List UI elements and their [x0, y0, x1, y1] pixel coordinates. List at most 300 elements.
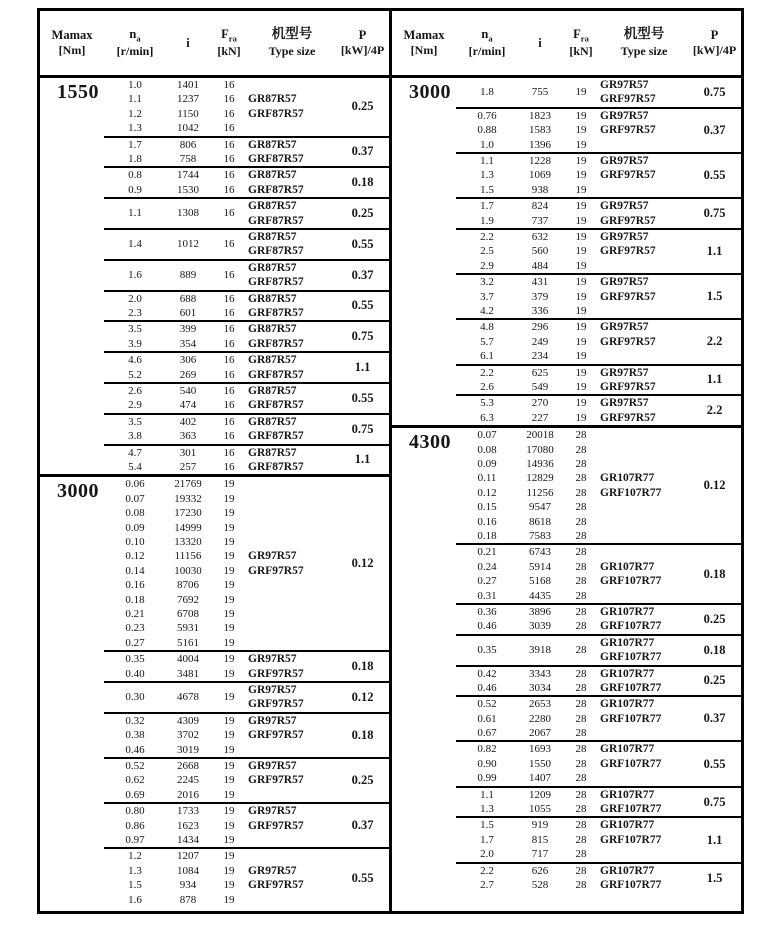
data-rows: [104, 415, 248, 444]
data-rows: [104, 292, 248, 321]
i-value: 1530: [177, 183, 199, 196]
fra-value: 28: [575, 620, 587, 633]
data-row: [104, 788, 248, 802]
fra-value: 19: [575, 366, 587, 379]
data-row: [456, 123, 600, 137]
data-row: [104, 564, 248, 578]
power-column: [688, 275, 741, 318]
type-size-value: GR87R57: [248, 200, 297, 213]
fra-value: 16: [223, 238, 235, 251]
row-group: [104, 477, 389, 650]
type-size-value: GRF97R57: [600, 245, 656, 258]
power-column: [336, 384, 389, 413]
data-row: [456, 183, 600, 197]
na-value: 0.27: [477, 575, 497, 588]
data-row: [104, 446, 248, 460]
type-size-value: GR97R57: [248, 653, 297, 666]
na-value: 0.62: [125, 774, 145, 787]
fra-value: 19: [223, 507, 235, 520]
na-value: 5.7: [480, 335, 494, 348]
type-size-column: [600, 320, 688, 363]
type-size-value: GRF97R57: [248, 729, 304, 742]
type-size-value: GRF87R57: [248, 183, 304, 196]
i-value: 806: [179, 138, 197, 151]
i-value: 1401: [177, 79, 199, 92]
na-value: 0.27: [125, 636, 145, 649]
data-rows: [456, 667, 600, 696]
data-row: [456, 366, 600, 380]
power-value: 1.1: [354, 360, 371, 375]
fra-value: 16: [223, 368, 235, 381]
type-size-column: [248, 804, 336, 847]
power-column: [688, 742, 741, 785]
type-size-value: GR97R57: [248, 550, 297, 563]
header-na: $n_a$ [r/min]: [116, 26, 154, 59]
type-size-value: GRF97R57: [600, 290, 656, 303]
power-value: 1.1: [706, 372, 723, 387]
data-rows: [104, 322, 248, 351]
data-rows: [456, 275, 600, 318]
i-value: 1069: [529, 169, 551, 182]
data-row: [104, 337, 248, 351]
type-size-value: GR97R57: [248, 683, 297, 696]
row-group: [456, 78, 741, 107]
fra-value: 16: [223, 446, 235, 459]
i-value: 4309: [177, 714, 199, 727]
data-row: [456, 667, 600, 681]
data-row: [456, 681, 600, 695]
na-value: 1.4: [128, 238, 142, 251]
torque-section: [40, 474, 389, 907]
fra-value: 19: [223, 850, 235, 863]
power-column: [336, 477, 389, 650]
i-value: 1150: [177, 107, 199, 120]
na-value: 1.7: [480, 833, 494, 846]
data-rows: [104, 261, 248, 290]
header-fra: $F_{ra}$ [kN]: [217, 26, 241, 59]
type-size-value: GR97R57: [600, 109, 649, 122]
data-row: [104, 864, 248, 878]
data-row: [104, 549, 248, 563]
na-value: 0.36: [477, 605, 497, 618]
type-size-column: [248, 230, 336, 259]
power-column: [336, 683, 389, 712]
i-value: 2067: [529, 727, 551, 740]
type-size-value: GR97R57: [600, 154, 649, 167]
row-group: [104, 802, 389, 847]
power-value: 1.5: [706, 870, 723, 885]
na-value: 2.0: [480, 848, 494, 861]
na-value: 1.8: [480, 86, 494, 99]
na-symbol: n: [129, 26, 137, 41]
fra-value: 28: [575, 743, 587, 756]
power-value: 0.12: [351, 689, 374, 704]
type-size-column: [600, 366, 688, 395]
i-value: 540: [179, 384, 197, 397]
i-value: 1228: [529, 154, 551, 167]
data-row: [104, 773, 248, 787]
data-row: [104, 521, 248, 535]
data-rows: [456, 366, 600, 395]
i-value: 3039: [529, 620, 551, 633]
fra-value: 19: [575, 380, 587, 393]
na-value: 1.2: [128, 850, 142, 863]
i-value: 1583: [529, 124, 551, 137]
row-group: [456, 197, 741, 228]
fra-value: 28: [575, 757, 587, 770]
data-row: [104, 429, 248, 443]
i-value: 257: [179, 460, 197, 473]
data-rows: [456, 154, 600, 197]
na-value: 0.08: [477, 443, 497, 456]
i-value: 3343: [529, 667, 551, 680]
data-row: [456, 864, 600, 878]
na-value: 1.3: [480, 169, 494, 182]
data-row: [104, 506, 248, 520]
data-row: [456, 275, 600, 289]
power-column: [336, 415, 389, 444]
na-value: 1.1: [128, 207, 142, 220]
row-group: [104, 78, 389, 136]
type-size-column: [248, 261, 336, 290]
type-size-value: GR87R57: [248, 93, 297, 106]
power-value: 0.75: [351, 421, 374, 436]
data-row: [456, 643, 600, 657]
power-value: 1.5: [706, 289, 723, 304]
fra-value: 28: [575, 712, 587, 725]
power-value: 0.55: [703, 168, 726, 183]
data-row: [456, 244, 600, 258]
data-row: [456, 712, 600, 726]
data-row: [104, 535, 248, 549]
data-row: [456, 290, 600, 304]
na-value: 1.6: [128, 268, 142, 281]
i-value: 399: [179, 323, 197, 336]
power-column: [336, 261, 389, 290]
type-size-value: GR97R57: [600, 230, 649, 243]
power-column: [688, 154, 741, 197]
fra-value: 19: [575, 290, 587, 303]
data-row: [456, 411, 600, 425]
na-value: 2.6: [128, 384, 142, 397]
row-group: [456, 543, 741, 603]
power-column: [336, 292, 389, 321]
i-value: 688: [179, 292, 197, 305]
power-column: [336, 353, 389, 382]
fra-value: 19: [223, 521, 235, 534]
fra-value: 19: [223, 805, 235, 818]
i-value: 7692: [177, 593, 199, 606]
type-size-value: GRF97R57: [248, 819, 304, 832]
fra-value: 28: [575, 698, 587, 711]
i-value: 1407: [529, 772, 551, 785]
fra-value: 19: [223, 743, 235, 756]
type-size-value: GR87R57: [248, 138, 297, 151]
i-value: 336: [531, 304, 549, 317]
row-group: [104, 290, 389, 321]
fra-symbol: F: [221, 26, 229, 41]
type-size-value: GRF107R77: [600, 833, 662, 846]
type-size-value: GR107R77: [600, 605, 655, 618]
data-row: [456, 154, 600, 168]
na-value: 0.86: [125, 819, 145, 832]
mamax-column: [392, 78, 456, 425]
data-row: [456, 500, 600, 514]
data-rows: [104, 138, 248, 167]
data-row: [104, 578, 248, 592]
type-size-value: GR97R57: [600, 200, 649, 213]
i-value: 8706: [177, 579, 199, 592]
data-rows: [456, 864, 600, 893]
type-size-value: GR97R57: [600, 366, 649, 379]
i-value: 528: [531, 879, 549, 892]
power-value: 0.12: [351, 556, 374, 571]
row-group: [456, 394, 741, 425]
fra-value: 28: [575, 575, 587, 588]
type-size-value: GR97R57: [248, 759, 297, 772]
na-value: 0.12: [125, 550, 145, 563]
i-value: 1744: [177, 169, 199, 182]
fra-value: 28: [575, 472, 587, 485]
data-row: [456, 259, 600, 273]
data-row: [104, 714, 248, 728]
mamax-value: 3000: [57, 480, 99, 503]
fra-value: 28: [575, 643, 587, 656]
data-row: [104, 415, 248, 429]
data-row: [456, 529, 600, 543]
fra-value: 16: [223, 384, 235, 397]
row-group: [456, 273, 741, 318]
type-size-value: GRF97R57: [248, 564, 304, 577]
i-value: 17080: [526, 443, 554, 456]
power-value: 2.2: [706, 403, 723, 418]
i-value: 938: [531, 183, 549, 196]
type-size-value: GRF107R77: [600, 681, 662, 694]
power-column: [688, 697, 741, 740]
na-value: 0.82: [477, 743, 497, 756]
type-size-column: [248, 384, 336, 413]
data-row: [456, 138, 600, 152]
fra-value: 16: [223, 399, 235, 412]
data-row: [456, 605, 600, 619]
na-value: 0.97: [125, 833, 145, 846]
na-value: 3.7: [480, 290, 494, 303]
row-group: [104, 681, 389, 712]
data-row: [104, 743, 248, 757]
fra-value: 28: [575, 589, 587, 602]
fra-value: 19: [223, 636, 235, 649]
data-row: [104, 138, 248, 152]
fra-value: 28: [575, 457, 587, 470]
i-value: 4435: [529, 589, 551, 602]
na-value: 1.7: [480, 200, 494, 213]
fra-value: 28: [575, 429, 587, 442]
data-row: [104, 78, 248, 92]
type-size-value: GRF97R57: [248, 667, 304, 680]
i-value: 4004: [177, 653, 199, 666]
fra-value: 16: [223, 430, 235, 443]
type-size-column: [600, 864, 688, 893]
i-value: 484: [531, 259, 549, 272]
data-rows: [104, 477, 248, 650]
na-value: 0.90: [477, 757, 497, 770]
i-value: 549: [531, 380, 549, 393]
row-group: [456, 228, 741, 273]
i-value: 1207: [177, 850, 199, 863]
type-size-column: [248, 683, 336, 712]
power-column: [688, 636, 741, 665]
i-value: 354: [179, 337, 197, 350]
fra-value: 16: [223, 415, 235, 428]
na-value: 0.06: [125, 478, 145, 491]
i-value: 1209: [529, 788, 551, 801]
row-group: [456, 603, 741, 634]
type-size-value: GR87R57: [248, 323, 297, 336]
fra-value: 19: [575, 109, 587, 122]
power-column: [336, 168, 389, 197]
data-rows: [456, 396, 600, 425]
fra-value: 28: [575, 879, 587, 892]
na-value: 1.1: [480, 154, 494, 167]
fra-value: 19: [575, 124, 587, 137]
type-size-column: [600, 275, 688, 318]
type-size-value: GRF97R57: [248, 879, 304, 892]
data-rows: [104, 199, 248, 228]
row-group: [104, 320, 389, 351]
data-row: [104, 353, 248, 367]
i-value: 1823: [529, 109, 551, 122]
data-rows: [104, 652, 248, 681]
fra-value: 28: [575, 443, 587, 456]
i-value: 717: [531, 848, 549, 861]
fra-value: 19: [575, 230, 587, 243]
mamax-column: [392, 428, 456, 892]
fra-value: 28: [575, 546, 587, 559]
type-size-column: [600, 742, 688, 785]
fra-value: 19: [223, 864, 235, 877]
i-value: 1623: [177, 819, 199, 832]
fra-value: 16: [223, 268, 235, 281]
row-group: [456, 152, 741, 197]
data-row: [104, 636, 248, 650]
na-value: 6.1: [480, 350, 494, 363]
data-row: [104, 306, 248, 320]
type-size-column: [600, 788, 688, 817]
power-value: 0.18: [351, 659, 374, 674]
na-value: 0.35: [125, 653, 145, 666]
fra-subscript: ra: [228, 33, 237, 44]
na-value: 1.2: [128, 107, 142, 120]
fra-value: 19: [575, 200, 587, 213]
data-row: [104, 121, 248, 135]
i-value: 3019: [177, 743, 199, 756]
power-column: [336, 759, 389, 802]
na-value: 0.10: [125, 535, 145, 548]
data-row: [104, 878, 248, 892]
fra-value: 19: [575, 259, 587, 272]
na-value: 2.6: [480, 380, 494, 393]
row-groups: [456, 428, 741, 892]
row-group: [104, 650, 389, 681]
data-row: [104, 384, 248, 398]
power-value: 0.18: [351, 727, 374, 742]
i-value: 1693: [529, 743, 551, 756]
type-size-value: GRF97R57: [248, 774, 304, 787]
na-value: 1.6: [128, 893, 142, 906]
na-value: 0.38: [125, 729, 145, 742]
i-value: 632: [531, 230, 549, 243]
data-row: [104, 819, 248, 833]
type-size-value: GR87R57: [248, 292, 297, 305]
power-value: 0.55: [351, 298, 374, 313]
torque-section: [40, 78, 389, 474]
type-size-value: GR107R77: [600, 819, 655, 832]
i-value: 363: [179, 430, 197, 443]
type-size-column: [248, 446, 336, 475]
row-group: [456, 634, 741, 665]
data-row: [456, 230, 600, 244]
na-value: 0.32: [125, 714, 145, 727]
data-row: [456, 771, 600, 785]
type-size-value: GRF97R57: [600, 411, 656, 424]
type-size-column: [248, 849, 336, 907]
type-size-value: GRF107R77: [600, 620, 662, 633]
na-value: 0.31: [477, 589, 497, 602]
fra-value: 19: [223, 833, 235, 846]
i-value: 919: [531, 819, 549, 832]
data-row: [456, 726, 600, 740]
i-value: 474: [179, 399, 197, 412]
na-value: 0.15: [477, 501, 497, 514]
fra-subscript: ra: [580, 33, 589, 44]
type-size-column: [600, 109, 688, 152]
i-value: 2280: [529, 712, 551, 725]
row-group: [456, 816, 741, 861]
fra-value: 19: [575, 397, 587, 410]
data-rows: [456, 230, 600, 273]
i-value: 1012: [177, 238, 199, 251]
fra-value: 19: [575, 350, 587, 363]
i-value: 1733: [177, 805, 199, 818]
na-value: 1.1: [128, 93, 142, 106]
type-size-value: GR87R57: [248, 169, 297, 182]
i-value: 20018: [526, 429, 554, 442]
power-column: [336, 230, 389, 259]
data-rows: [104, 168, 248, 197]
data-rows: [456, 428, 600, 543]
data-row: [104, 107, 248, 121]
row-group: [456, 862, 741, 893]
fra-value: 16: [223, 169, 235, 182]
data-row: [456, 443, 600, 457]
power-value: 0.55: [703, 756, 726, 771]
data-rows: [104, 446, 248, 475]
row-group: [104, 351, 389, 382]
torque-section: [392, 425, 741, 892]
na-value: 0.46: [477, 681, 497, 694]
data-row: [104, 460, 248, 474]
data-row: [456, 619, 600, 633]
power-column: [336, 199, 389, 228]
i-value: 3918: [529, 643, 551, 656]
type-size-value: GRF107R77: [600, 575, 662, 588]
row-group: [104, 228, 389, 259]
data-row: [104, 292, 248, 306]
i-value: 1055: [529, 803, 551, 816]
fra-value: 19: [575, 245, 587, 258]
i-value: 878: [179, 893, 197, 906]
type-size-column: [600, 199, 688, 228]
